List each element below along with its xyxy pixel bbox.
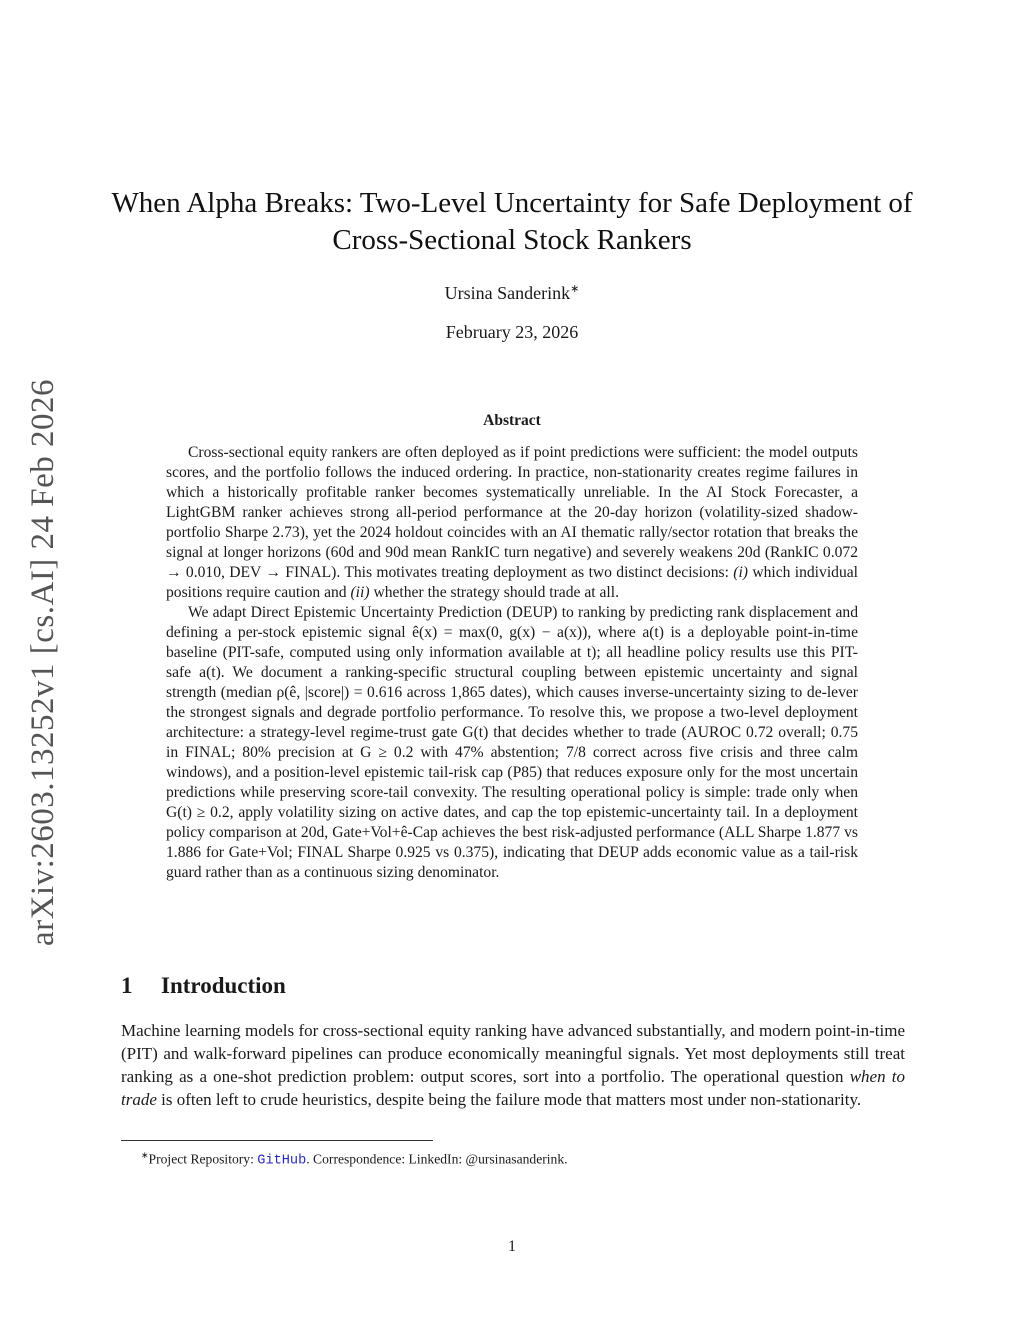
publication-date: February 23, 2026 — [445, 322, 579, 342]
footnote-after: . Correspondence: LinkedIn: @ursinasanderink. — [306, 1151, 568, 1167]
abstract-paragraph-1 — [166, 443, 858, 603]
author-name: Ursina Sanderink — [444, 283, 571, 303]
section-number: 1 — [121, 973, 133, 998]
introduction-paragraph — [121, 1019, 905, 1111]
intro-emphasis: when to trade — [121, 1067, 906, 1109]
github-link[interactable]: GitHub — [257, 1153, 307, 1169]
footnote-divider — [121, 1140, 433, 1141]
abstract-p1-i-label: (i) — [733, 564, 748, 581]
footnote-mark: ∗ — [141, 1150, 149, 1160]
title-line-1: When Alpha Breaks: Two-Level Uncertainty for Safe Deployment of — [111, 187, 913, 219]
author-block — [100, 282, 924, 304]
arxiv-side-stamp — [18, 375, 70, 950]
abstract-p1-ii-text: whether the strategy should trade at all. — [369, 584, 619, 601]
intro-text-after: is often left to crude heuristics, despite being the failure mode that matters most under non-stationarity. — [156, 1090, 862, 1109]
footnote — [141, 1146, 901, 1171]
section-title: Introduction — [161, 973, 286, 998]
abstract-p1-ii-label: (ii) — [350, 584, 370, 601]
page-number: 1 — [508, 1238, 516, 1255]
abstract-p1-text: Cross-sectional equity rankers are often deployed as if point predictions were sufficient: the model outputs scores, and the portfolio follows the induced ordering. In practice, non-stationarity creates regime failures in which a historically profitable ranker becomes systematically unreliable. In the AI Stock Forecaster, a LightGBM ranker achieves strong all-period performance at the 20-day horizon (volatility-sized shadow-portfolio Sharpe 2.73), yet the 2024 holdout coincides with an AI thematic rally/sector rotation that breaks the signal at longer horizons (60d and 90d mean RankIC turn negative) and severely weakens 20d (RankIC 0.072 → 0.010, DEV → FINAL). This motivates treating deployment as two distinct decisions: — [166, 444, 858, 581]
paper-title — [100, 185, 924, 259]
abstract-p1-i-text: which individual positions require caution and — [166, 564, 858, 601]
intro-text-before: Machine learning models for cross-sectional equity ranking have advanced substantially, and modern point-in-time (PIT) and walk-forward pipelines can produce economically meaningful signals. Yet most deployments still treat ranking as a one-shot prediction problem: output scores, sort into a portfolio. The operational question — [121, 1021, 905, 1086]
abstract-body — [166, 443, 858, 883]
section-heading — [121, 973, 286, 999]
footnote-before: Project Repository: — [148, 1151, 258, 1167]
abstract-paragraph-2: We adapt Direct Epistemic Uncertainty Prediction (DEUP) to ranking by predicting rank displacement and defining a per-stock epistemic signal ê(x) = max(0, g(x) − a(x)), where a(t) is a deployable point-in-time baseline (PIT-safe, computed using only information available at t); all headline policy results use this PIT-safe a(t). We document a ranking-specific structural coupling between epistemic uncertainty and signal strength (median ρ(ê, |score|) = 0.616 across 1,865 dates), which causes inverse-uncertainty sizing to de-lever the strongest signals and degrade portfolio performance. To resolve this, we propose a two-level deployment architecture: a strategy-level regime-trust gate G(t) that decides whether to trade (AUROC 0.72 overall; 0.75 in FINAL; 80% precision at G ≥ 0.2 with 47% abstention; 7/8 correct across five crisis and three calm windows), and a position-level epistemic tail-risk cap (P85) that reduces exposure only for the most uncertain predictions while preserving score-tail convexity. The resulting operational policy is simple: trade only when G(t) ≥ 0.2, apply volatility sizing on active dates, and cap the top epistemic-uncertainty tail. In a deployment policy comparison at 20d, Gate+Vol+ê-Cap achieves the best risk-adjusted performance (ALL Sharpe 1.877 vs 1.886 for Gate+Vol; FINAL Sharpe 0.925 vs 0.375), indicating that DEUP adds economic value as a tail-risk guard rather than as a continuous sizing denominator. — [166, 604, 858, 881]
arxiv-id: arXiv:2603.13252v1 [cs.AI] 24 Feb 2026 — [25, 378, 62, 947]
author-footnote-mark: ∗ — [570, 283, 580, 295]
abstract-heading: Abstract — [483, 412, 541, 429]
title-line-2: Cross-Sectional Stock Rankers — [332, 224, 692, 256]
